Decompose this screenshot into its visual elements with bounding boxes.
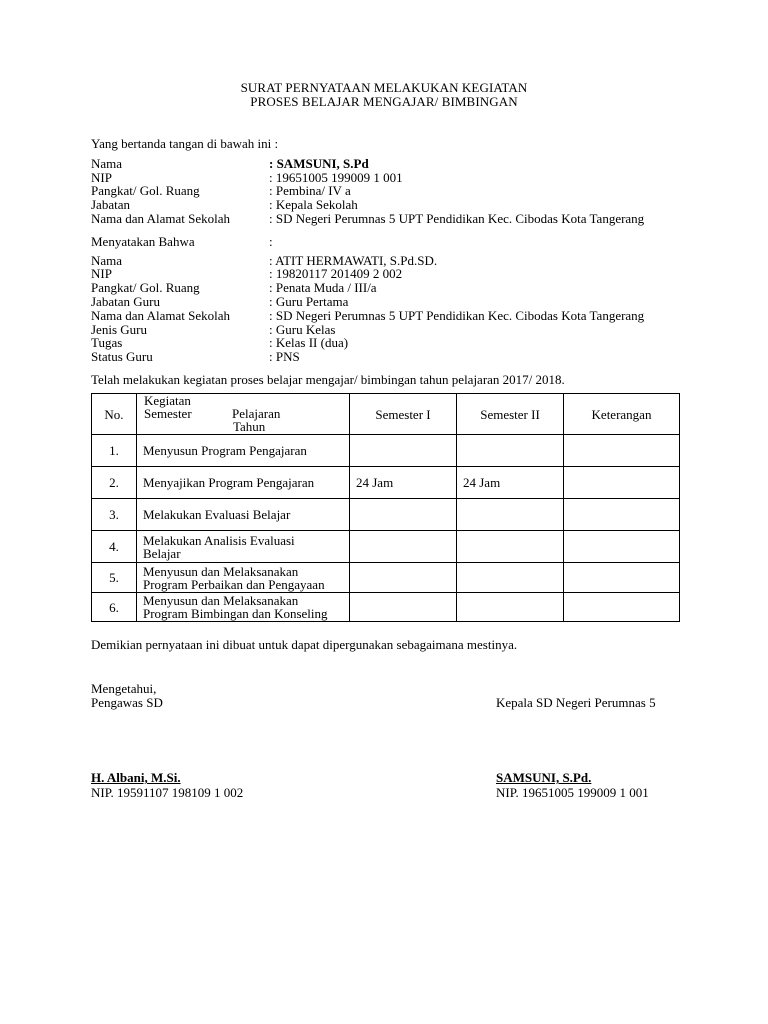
signer-name-label: Nama [91, 156, 123, 171]
right-sig-name: SAMSUNI, S.Pd. [496, 770, 592, 785]
table-row [92, 467, 680, 499]
activity-table [91, 393, 680, 622]
teacher-task-label: Tugas [91, 335, 123, 350]
row-semester-2 [457, 593, 564, 622]
row-kegiatan: Menyajikan Program Pengajaran [137, 467, 350, 499]
left-sig-name: H. Albani, M.Si. [91, 770, 181, 785]
row-semester-1: 24 Jam [350, 467, 457, 499]
row-semester-1 [350, 593, 457, 622]
row-kegiatan [137, 593, 350, 622]
row-semester-2 [457, 435, 564, 467]
teacher-school-label: Nama dan Alamat Sekolah [91, 308, 230, 323]
header-keterangan: Keterangan [564, 394, 680, 435]
teacher-name-value: : ATIT HERMAWATI, S.Pd.SD. [269, 253, 438, 268]
teacher-rank-label: Pangkat/ Gol. Ruang [91, 280, 200, 295]
row-semester-2 [457, 531, 564, 563]
signer-school-value: : SD Negeri Perumnas 5 UPT Pendidikan Kec. Cibodas Kota Tangerang [269, 211, 645, 226]
closing-text: Demikian pernyataan ini dibuat untuk dapat dipergunakan sebagaimana mestinya. [91, 637, 518, 652]
row-no: 3. [92, 499, 137, 531]
row-no: 2. [92, 467, 137, 499]
signer-name-value: : SAMSUNI, S.Pd [269, 156, 369, 171]
table-header-row [92, 394, 680, 435]
row-no: 5. [92, 563, 137, 593]
left-sig-nip: NIP. 19591107 198109 1 002 [91, 785, 244, 800]
teacher-status-value: : PNS [269, 349, 300, 364]
signer-school-label: Nama dan Alamat Sekolah [91, 211, 230, 226]
teacher-nip-label: NIP [91, 266, 112, 281]
table-row [92, 563, 680, 593]
row-kegiatan-line-1: Melakukan Analisis Evaluasi [143, 532, 295, 548]
table-row [92, 435, 680, 467]
teacher-nip-value: : 19820117 201409 2 002 [269, 266, 403, 281]
row-kegiatan-line-2: Program Perbaikan dan Pengayaan [143, 576, 325, 592]
row-keterangan [564, 531, 680, 563]
signer-position-value: : Kepala Sekolah [269, 197, 358, 212]
row-no: 4. [92, 531, 137, 563]
row-keterangan [564, 435, 680, 467]
signer-position-label: Jabatan [91, 197, 130, 212]
signer-nip-value: : 19651005 199009 1 001 [269, 170, 403, 185]
row-kegiatan-line-2: Belajar [143, 545, 181, 561]
row-kegiatan: Melakukan Evaluasi Belajar [137, 499, 350, 531]
header-tahun-label: Tahun [233, 419, 266, 434]
table-row [92, 499, 680, 531]
row-semester-2 [457, 563, 564, 593]
teacher-status-label: Status Guru [91, 349, 153, 364]
row-keterangan [564, 499, 680, 531]
row-semester-1 [350, 499, 457, 531]
teacher-task-value: : Kelas II (dua) [269, 335, 349, 350]
row-keterangan [564, 593, 680, 622]
header-kegiatan [137, 394, 350, 435]
declares-label: Menyatakan Bahwa [91, 234, 195, 249]
row-semester-1 [350, 563, 457, 593]
header-pelajaran-label: Pelajaran [232, 406, 281, 421]
row-kegiatan-line-1: Menyusun dan Melaksanakan [143, 563, 299, 579]
header-no: No. [92, 394, 137, 435]
table-row [92, 593, 680, 622]
document-title-line-2: PROSES BELAJAR MENGAJAR/ BIMBINGAN [250, 94, 518, 109]
signer-rank-value: : Pembina/ IV a [269, 183, 351, 198]
intro-text: Yang bertanda tangan di bawah ini : [91, 136, 279, 151]
table-row [92, 531, 680, 563]
header-kegiatan-label: Kegiatan [144, 393, 191, 408]
teacher-position-label: Jabatan Guru [91, 294, 160, 309]
statement-text: Telah melakukan kegiatan proses belajar mengajar/ bimbingan tahun pelajaran 2017/ 2018. [91, 372, 565, 387]
row-no: 6. [92, 593, 137, 622]
header-semester-label: Semester [144, 406, 192, 421]
row-keterangan [564, 563, 680, 593]
teacher-position-value: : Guru Pertama [269, 294, 349, 309]
right-sig-nip: NIP. 19651005 199009 1 001 [496, 785, 649, 800]
row-kegiatan-line-1: Menyusun dan Melaksanakan [143, 593, 299, 608]
left-sig-line-2: Pengawas SD [91, 695, 163, 710]
row-semester-2: 24 Jam [457, 467, 564, 499]
header-semester-2: Semester II [457, 394, 564, 435]
row-semester-1 [350, 435, 457, 467]
row-kegiatan: Menyusun Program Pengajaran [137, 435, 350, 467]
teacher-school-value: : SD Negeri Perumnas 5 UPT Pendidikan Kec. Cibodas Kota Tangerang [269, 308, 645, 323]
declares-value: : [269, 234, 273, 249]
right-sig-line-1: Kepala SD Negeri Perumnas 5 [496, 695, 656, 710]
left-sig-line-1: Mengetahui, [91, 681, 157, 696]
teacher-rank-value: : Penata Muda / III/a [269, 280, 377, 295]
row-semester-2 [457, 499, 564, 531]
document-title-line-1: SURAT PERNYATAAN MELAKUKAN KEGIATAN [240, 80, 528, 95]
teacher-name-label: Nama [91, 253, 123, 268]
signer-rank-label: Pangkat/ Gol. Ruang [91, 183, 200, 198]
teacher-type-value: : Guru Kelas [269, 322, 336, 337]
row-kegiatan [137, 563, 350, 593]
teacher-type-label: Jenis Guru [91, 322, 147, 337]
row-kegiatan [137, 531, 350, 563]
row-semester-1 [350, 531, 457, 563]
row-keterangan [564, 467, 680, 499]
row-no: 1. [92, 435, 137, 467]
row-kegiatan-line-2: Program Bimbingan dan Konseling [143, 606, 328, 621]
signer-nip-label: NIP [91, 170, 112, 185]
header-semester-1: Semester I [350, 394, 457, 435]
